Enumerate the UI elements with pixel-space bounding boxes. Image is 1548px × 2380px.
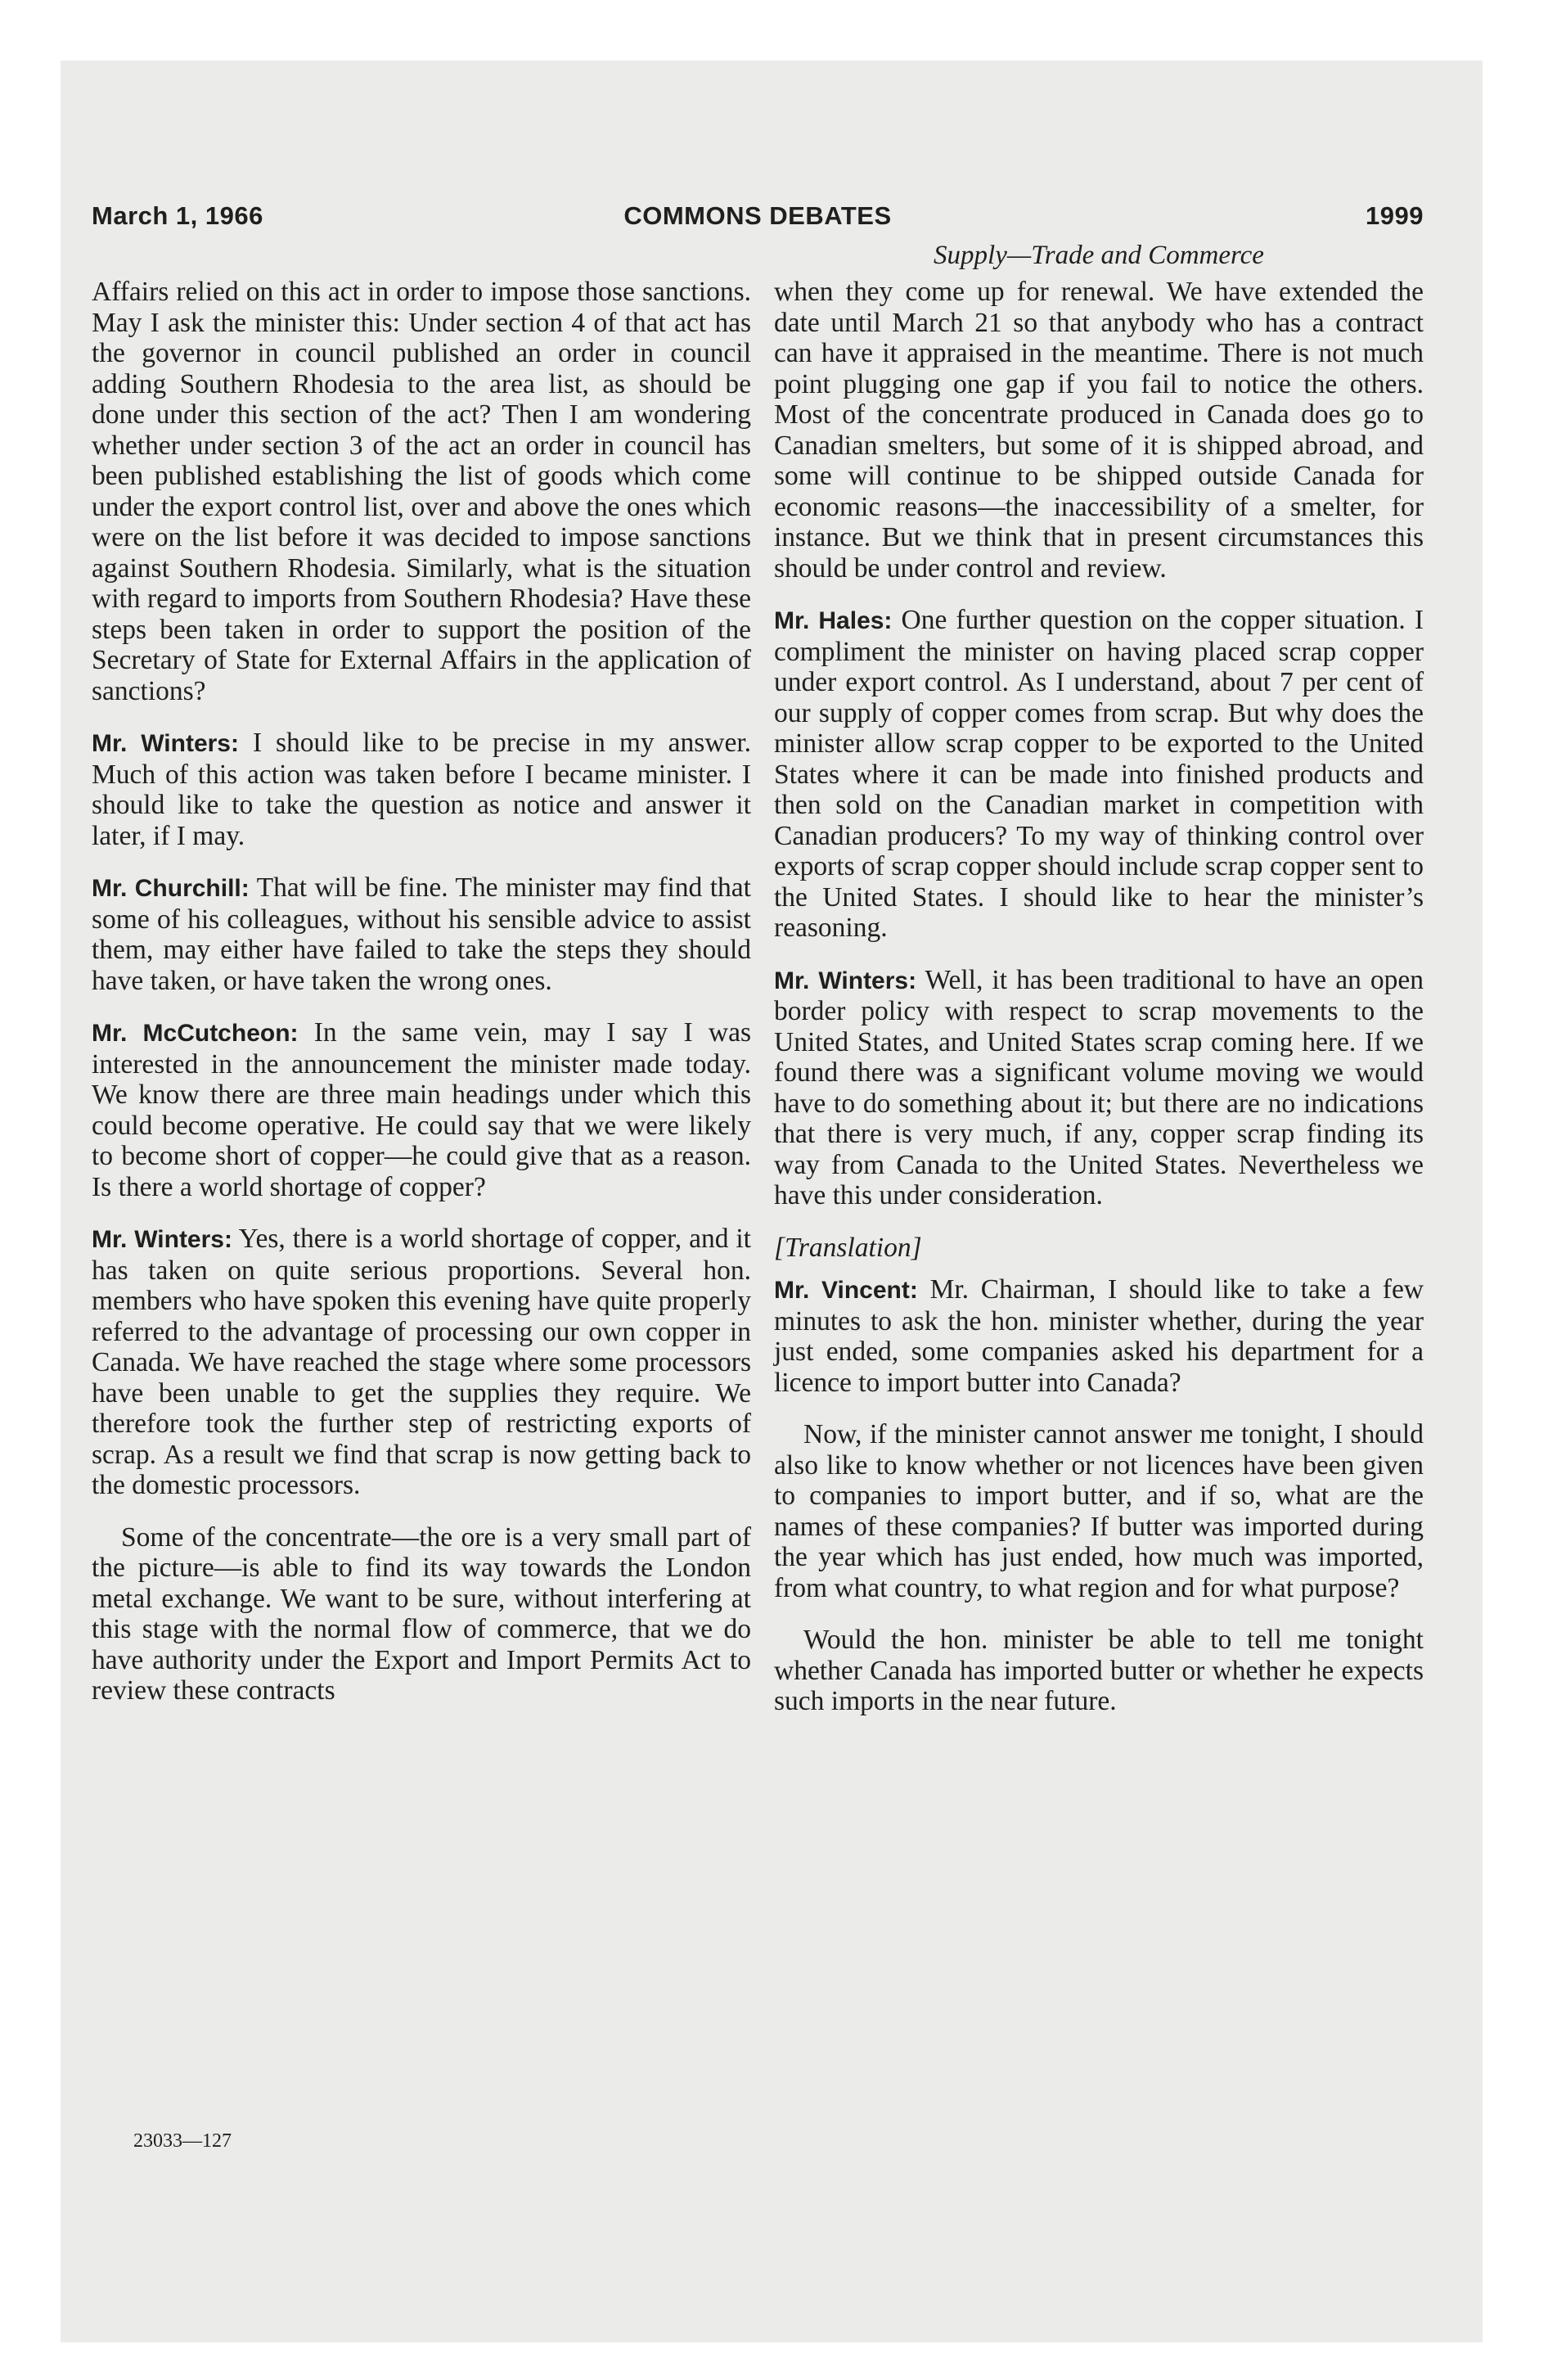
paragraph [774,605,1424,944]
paragraph [92,1017,751,1202]
header-date: March 1, 1966 [92,201,263,230]
speaker-name: Mr. Winters: [774,967,917,994]
speaker-name: Mr. Churchill: [92,875,250,902]
speech-text: That will be fine. The minister may find that some of his colleagues, without his sensible advice to assist them, may either have failed to take the steps they should have taken, or have taken the wrong ones. [92,872,751,996]
translation-marker: [Translation] [774,1232,922,1263]
paragraph: Affairs relied on this act in order to impose those sanctions. May I ask the minister this: Under section 4 of that act has the governor in council published an order in council adding Southern Rhodesia to the area list, as should be done under this section of the act? Then I am wondering whether under section 3 of the act an order in council has been published establishing the list of goods which come under the export control list, over and above the ones which were on the list before it was decided to impose sanctions against Southern Rhodesia. Similarly, what is the situation with regard to imports from Southern Rhodesia? Have these steps been taken in order to support the position of the Secretary of State for External Affairs in the application of sanctions? [92,277,751,706]
speech-text: Yes, there is a world shortage of copper, and it has taken on quite serious proportions. Several hon. members who have spoken this evening have quite properly referred to the advantage of processing our own copper in Canada. We have reached the stage where some processors have been unable to get the supplies they require. We therefore took the further step of restricting exports of scrap. As a result we find that scrap is now getting back to the domestic processors. [92,1224,751,1500]
section-subtitle: Supply—Trade and Commerce [934,241,1264,270]
signature-code: 23033—127 [133,2130,232,2152]
speech-text: In the same vein, may I say I was interested in the announcement the minister made today. We know there are three main headings under which this could become operative. He could say that we were likely to become short of copper—he could give that as a reason. Is there a world shortage of copper? [92,1017,751,1202]
paragraph [774,1274,1424,1398]
paragraph: Now, if the minister cannot answer me tonight, I should also like to know whether or not licences have been given to companies to import butter, and if so, what are the names of these companies? If butter was imported during the year which has just ended, how much was imported, from what country, to what region and for what purpose? [774,1419,1424,1603]
paragraph [774,965,1424,1211]
page-number: 1999 [1366,201,1424,230]
right-column [774,277,1424,1738]
left-column [92,277,751,1728]
header-title: COMMONS DEBATES [623,201,892,230]
speech-text: Mr. Chairman, I should like to take a few minutes to ask the hon. minister whether, during the year just ended, some companies asked his department for a licence to import butter into Canada? [774,1274,1424,1398]
speech-text: One further question on the copper situation. I compliment the minister on having placed scrap copper under export control. As I understand, about 7 per cent of our supply of copper comes from scrap. But why does the minister allow scrap copper to be exported to the United States where it can be made into finished products and then sold on the Canadian market in competition with Canadian producers? To my way of thinking control over exports of scrap copper should include scrap copper sent to the United States. I should like to hear the minister’s reasoning. [774,605,1424,943]
paragraph [92,872,751,996]
speaker-name: Mr. Winters: [92,730,239,757]
paragraph: Some of the concentrate—the ore is a very small part of the picture—is able to find its way towards the London metal exchange. We want to be sure, without interfering at this stage with the normal flow of commerce, that we do have authority under the Export and Import Permits Act to review these contracts [92,1521,751,1706]
paragraph [92,1224,751,1501]
speech-text: I should like to be precise in my answer. Much of this action was taken before I became minister. I should like to take the question as notice and answer it later, if I may. [92,728,751,851]
speaker-name: Mr. Vincent: [774,1277,918,1304]
speaker-name: Mr. McCutcheon: [92,1020,299,1047]
speaker-name: Mr. Winters: [92,1226,232,1253]
paragraph [92,728,751,851]
paragraph: when they come up for renewal. We have extended the date until March 21 so that anybody who has a contract can have it appraised in the meantime. There is not much point plugging one gap if you fail to notice the others. Most of the concentrate produced in Canada does go to Canadian smelters, but some of it is shipped abroad, and some will continue to be shipped outside Canada for economic reasons—the inaccessibility of a smelter, for instance. But we think that in present circumstances this should be under control and review. [774,277,1424,584]
page-header [92,201,1424,242]
paragraph: Would the hon. minister be able to tell me tonight whether Canada has imported butter or whether he expects such imports in the near future. [774,1625,1424,1716]
speaker-name: Mr. Hales: [774,607,893,634]
speech-text: Well, it has been traditional to have an open border policy with respect to scrap movements to the United States, and United States scrap coming here. If we found there was a significant volume moving we would have to do something about it; but there are no indications that there is very much, if any, copper scrap finding its way from Canada to the United States. Nevertheless we have this under consideration. [774,964,1424,1210]
